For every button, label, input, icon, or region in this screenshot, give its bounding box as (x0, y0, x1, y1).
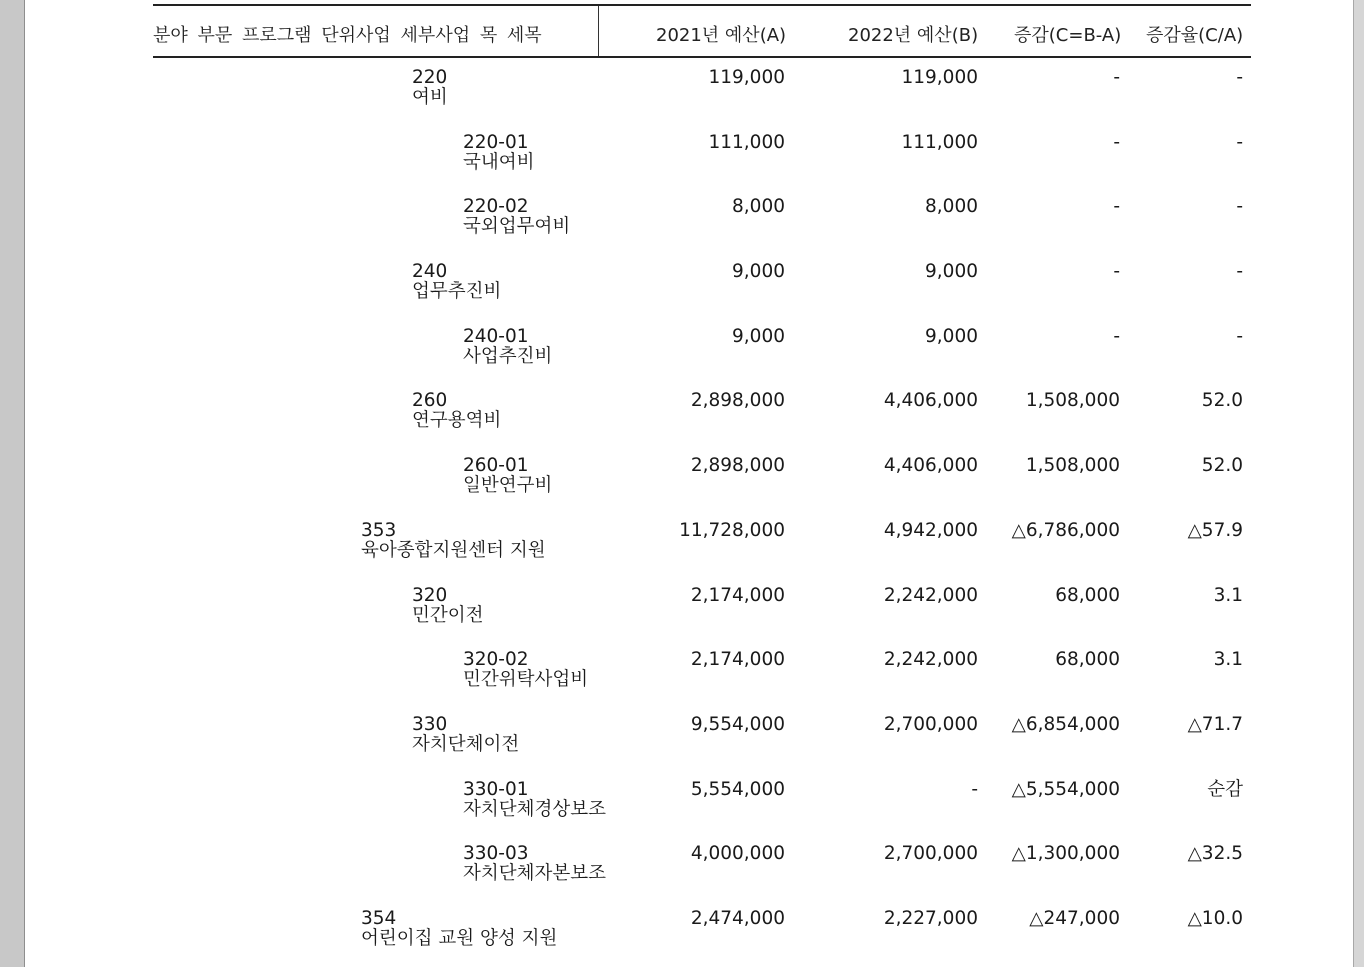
item-label: 국외업무여비 (463, 216, 571, 238)
item-code: 320 (412, 584, 448, 606)
budget-2022-value: 2,700,000 (883, 843, 978, 865)
budget-2021-value: 2,474,000 (690, 907, 785, 929)
row-item (361, 909, 557, 949)
item-label: 사업추진비 (463, 345, 553, 367)
change-value: △6,854,000 (1011, 713, 1120, 735)
change-value: 1,508,000 (1025, 455, 1120, 477)
change-rate-value: △10.0 (1187, 907, 1243, 929)
item-code: 320-02 (463, 649, 529, 671)
change-rate-value: 3.1 (1213, 584, 1243, 606)
row-item (361, 521, 546, 561)
budget-2021-value: 9,000 (732, 325, 785, 347)
change-rate-value: - (1236, 67, 1243, 88)
budget-2021-value: 2,174,000 (690, 584, 785, 606)
row-item (463, 780, 606, 820)
budget-2022-value: 8,000 (925, 196, 978, 218)
change-value: - (1113, 67, 1120, 88)
change-value: - (1113, 131, 1120, 153)
change-value: 68,000 (1055, 649, 1120, 671)
budget-2022-value: 4,406,000 (883, 390, 978, 412)
table-row (153, 640, 1251, 705)
budget-2022-value: - (971, 778, 978, 800)
table-header (153, 4, 1251, 58)
budget-2021-value: 111,000 (708, 131, 785, 153)
budget-table (153, 4, 1251, 964)
item-code: 354 (361, 907, 397, 929)
item-code: 240 (412, 261, 448, 283)
change-value: - (1113, 325, 1120, 347)
budget-2022-value: 2,227,000 (883, 907, 978, 929)
item-code: 330-03 (463, 843, 529, 865)
change-value: △5,554,000 (1011, 778, 1120, 800)
row-item (412, 68, 448, 108)
item-label: 민간이전 (412, 604, 484, 626)
budget-2021-value: 119,000 (708, 67, 785, 88)
budget-2022-value: 111,000 (901, 131, 978, 153)
item-label: 육아종합지원센터 지원 (361, 539, 546, 561)
table-row (153, 705, 1251, 770)
item-label: 민간위탁사업비 (463, 669, 589, 691)
item-code: 353 (361, 519, 397, 541)
table-row (153, 123, 1251, 188)
budget-2021-value: 8,000 (732, 196, 785, 218)
table-row (153, 58, 1251, 123)
budget-2022-value: 4,406,000 (883, 455, 978, 477)
budget-2021-value: 11,728,000 (679, 519, 785, 541)
item-label: 일반연구비 (463, 475, 553, 497)
budget-2022-value: 2,700,000 (883, 713, 978, 735)
budget-2022-value: 2,242,000 (883, 584, 978, 606)
change-rate-value: 3.1 (1213, 649, 1243, 671)
table-row (153, 511, 1251, 576)
item-code: 330-01 (463, 778, 529, 800)
item-label: 자치단체이전 (412, 733, 520, 755)
header-budget-2021: 2021년 예산(A) (656, 25, 787, 46)
table-row (153, 834, 1251, 899)
budget-2021-value: 9,000 (732, 261, 785, 283)
item-label: 자치단체경상보조 (463, 798, 606, 820)
change-rate-value: - (1236, 196, 1243, 218)
change-rate-value: △32.5 (1187, 843, 1243, 865)
item-code: 240-01 (463, 325, 529, 347)
table-row (153, 317, 1251, 382)
budget-2021-value: 5,554,000 (690, 778, 785, 800)
row-item (412, 715, 519, 755)
table-row (153, 381, 1251, 446)
header-change-rate: 증감율(C/A) (1146, 25, 1244, 46)
row-item (463, 133, 534, 173)
table-row (153, 187, 1251, 252)
table-row (153, 899, 1251, 964)
budget-2021-value: 9,554,000 (690, 713, 785, 735)
budget-2022-value: 2,242,000 (883, 649, 978, 671)
item-label: 업무추진비 (412, 281, 502, 303)
viewer-left-margin (0, 0, 25, 967)
item-label: 여비 (412, 87, 448, 108)
item-code: 220-01 (463, 131, 529, 153)
change-value: - (1113, 196, 1120, 218)
change-rate-value: - (1236, 325, 1243, 347)
change-value: 68,000 (1055, 584, 1120, 606)
budget-2022-value: 119,000 (901, 67, 978, 88)
budget-2021-value: 2,898,000 (690, 455, 785, 477)
change-rate-value: △57.9 (1187, 519, 1243, 541)
change-rate-value: - (1236, 261, 1243, 283)
row-item (412, 262, 501, 302)
header-budget-2022: 2022년 예산(B) (848, 25, 979, 46)
budget-2021-value: 2,898,000 (690, 390, 785, 412)
change-value: 1,508,000 (1025, 390, 1120, 412)
row-item (463, 650, 588, 690)
table-row (153, 770, 1251, 835)
change-value: - (1113, 261, 1120, 283)
item-code: 330 (412, 713, 448, 735)
change-rate-value: 순감 (1207, 778, 1243, 800)
item-label: 국내여비 (463, 151, 535, 173)
item-code: 260-01 (463, 455, 529, 477)
row-item (412, 586, 483, 626)
header-divider (598, 6, 599, 56)
item-label: 자치단체자본보조 (463, 863, 606, 885)
change-value: △6,786,000 (1011, 519, 1120, 541)
row-item (463, 197, 570, 237)
header-category: 분야 부문 프로그램 단위사업 세부사업 목 세목 (153, 25, 542, 46)
budget-2021-value: 4,000,000 (690, 843, 785, 865)
table-row (153, 446, 1251, 511)
table-row (153, 576, 1251, 641)
item-code: 260 (412, 390, 448, 412)
change-rate-value: 52.0 (1201, 455, 1243, 477)
change-value: △247,000 (1029, 907, 1120, 929)
budget-2022-value: 9,000 (925, 325, 978, 347)
viewer-right-margin (1353, 0, 1364, 967)
table-row (153, 252, 1251, 317)
row-item (463, 456, 552, 496)
row-item (412, 391, 501, 431)
row-item (463, 844, 606, 884)
item-code: 220 (412, 67, 448, 88)
item-label: 어린이집 교원 양성 지원 (361, 927, 558, 949)
budget-2022-value: 9,000 (925, 261, 978, 283)
budget-2021-value: 2,174,000 (690, 649, 785, 671)
item-label: 연구용역비 (412, 410, 502, 432)
row-item (463, 327, 552, 367)
header-change: 증감(C=B-A) (1014, 25, 1122, 46)
change-value: △1,300,000 (1011, 843, 1120, 865)
item-code: 220-02 (463, 196, 529, 218)
change-rate-value: △71.7 (1187, 713, 1243, 735)
budget-2022-value: 4,942,000 (883, 519, 978, 541)
change-rate-value: - (1236, 131, 1243, 153)
change-rate-value: 52.0 (1201, 390, 1243, 412)
table-body (153, 58, 1251, 964)
